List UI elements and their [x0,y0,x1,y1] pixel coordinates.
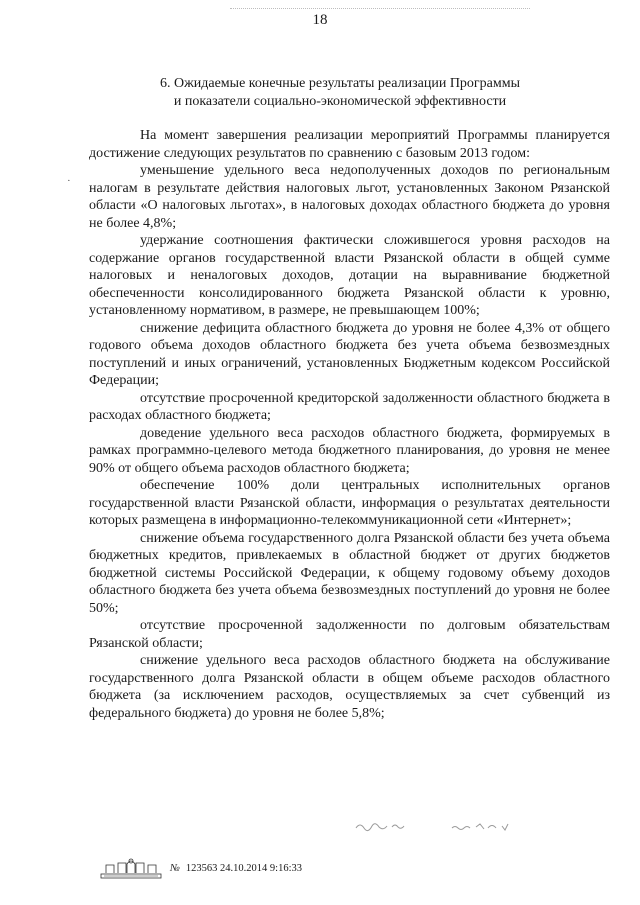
section-heading [100,75,580,111]
result-item: удержание соотношения фактически сложившегося уровня расходов на содержание органов государственной власти Рязанской области в общей сумме налоговых и неналоговых доходов, дотации на выравнивание бюджетной обеспеченности консолидированного бюджета Рязанской области к уровню, установленному нормативом, в размере, не превышающем 100%; [89,233,610,318]
section-heading-line-2: и показатели социально-экономической эффективности [173,94,507,109]
government-emblem-icon [100,857,162,879]
handwritten-scribble-icon [352,818,532,834]
result-item: отсутствие просроченной задолженности по долговым обязательствам Рязанской области; [89,618,610,651]
result-item: снижение дефицита областного бюджета до уровня не более 4,3% от общего годового объема доходов областного бюджета без учета объема безвозмездных поступлений и иных ограничений, установленных Бюджетным кодексом Российской Федерации; [89,320,610,388]
top-divider [230,8,530,9]
result-item: снижение объема государственного долга Рязанской области без учета объема бюджетных кредитов, привлекаемых в областной бюджет от других бюджетов бюджетной системы Российской Федерации, к общему годовому объему доходов областного бюджета без учета объема безвозмездных поступлений до уровня не более 50%; [89,530,610,616]
margin-dot-mark: · [67,175,71,187]
registration-stamp: 123563 24.10.2014 9:16:33 [185,862,302,874]
section-heading-line-1: 6. Ожидаемые конечные результаты реализации Программы [159,76,521,91]
result-item: доведение удельного веса расходов областного бюджета, формируемых в рамках программно-целевого метода бюджетного планирования, до уровня не менее 90% от общего объема расходов областного бюджета; [89,425,610,476]
number-sign: № [170,862,180,874]
result-item: отсутствие просроченной кредиторской задолженности областного бюджета в расходах областного бюджета; [89,390,610,423]
document-footer [100,857,520,879]
result-item: уменьшение удельного веса недополученных доходов по региональным налогам в результате действия налоговых льгот, установленных Законом Рязанской области «О налоговых льготах», в налоговых доходах областного бюджета до уровня не более 4,8%; [89,163,610,231]
result-item: обеспечение 100% доли центральных исполнительных органов государственной власти Рязанской области, информация о результатах деятельности которых размещена в информационно-телекоммуникационной сети «Интернет»; [89,478,610,528]
result-item: снижение удельного веса расходов областного бюджета на обслуживание государственного долга Рязанской области в общем объеме расходов областного бюджета (за исключением расходов, осуществляемых за счет субвенций из федерального бюджета) до уровня не более 5,8%; [89,653,610,721]
document-body [89,127,610,722]
intro-paragraph: На момент завершения реализации мероприятий Программы планируется достижение следующих результатов по сравнению с базовым 2013 годом: [89,128,610,161]
page-number: 18 [312,12,328,28]
